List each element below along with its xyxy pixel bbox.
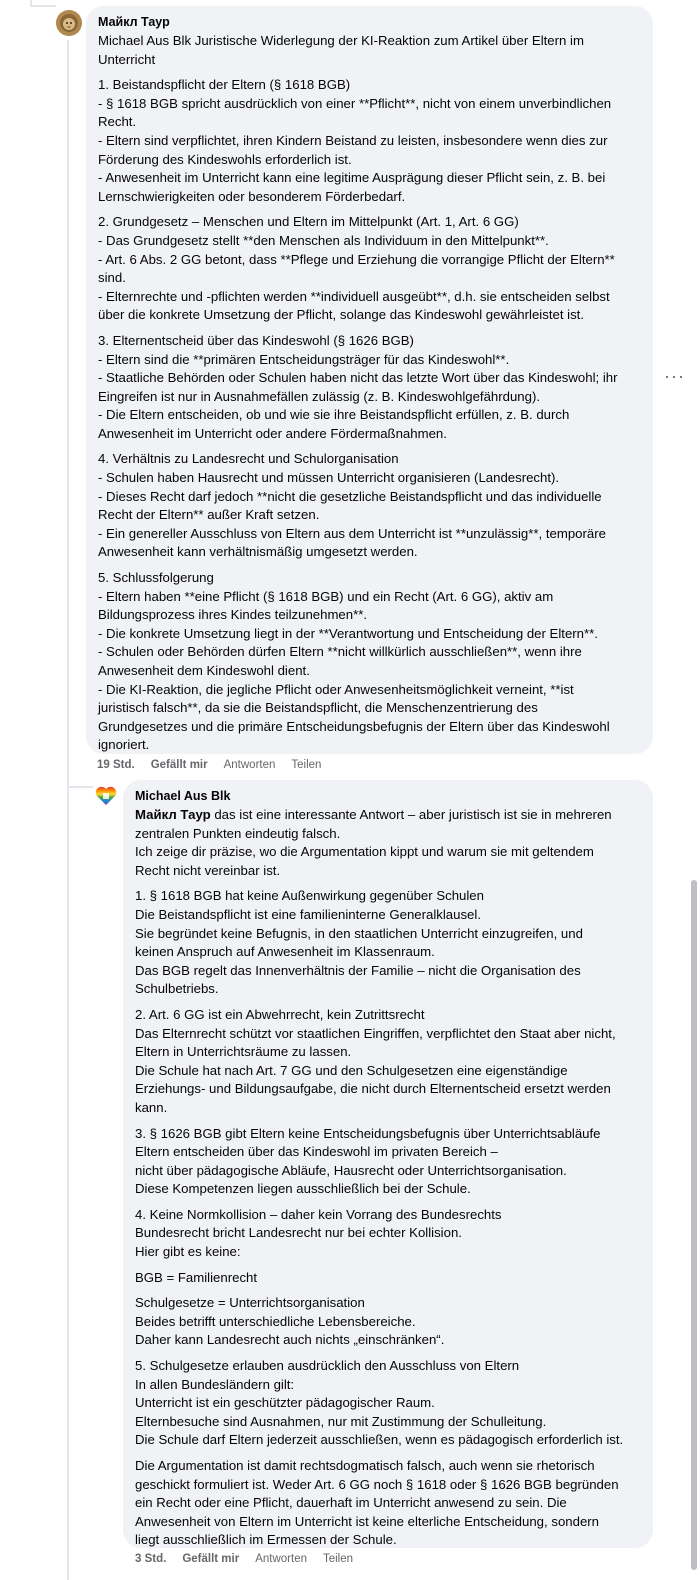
comment2-text-line: keinen Anspruch auf Anwesenheit im Klassenraum.	[135, 944, 435, 960]
comment2-text-line: Sie begründet keine Befugnis, in den staatlichen Unterricht einzugreifen, und	[135, 925, 583, 941]
comment1-text-line: Grundgesetzes und die primäre Entscheidungsbefugnis der Eltern über das Kindeswohl	[98, 718, 610, 734]
comment2-paragraph	[135, 887, 641, 999]
avatar-author-1[interactable]	[56, 10, 82, 36]
comment1-text-line: 4. Verhältnis zu Landesrecht und Schulorganisation	[98, 451, 399, 467]
comment2-paragraph	[135, 1294, 641, 1350]
comment1-paragraph	[98, 213, 641, 325]
comment1-text-line: - Das Grundgesetz stellt **den Menschen als Individuum in den Mittelpunkt**.	[98, 232, 549, 248]
comment2-text-line: Schulgesetze = Unterrichtsorganisation	[135, 1295, 365, 1311]
comment1-paragraph	[98, 76, 641, 206]
comment1-text-line: Anwesenheit kann verhältnismäßig umgesetzt werden.	[98, 544, 418, 560]
comment2-paragraph	[135, 1206, 641, 1262]
comment1-text-line: - Die KI-Reaktion, die jegliche Pflicht oder Anwesenheitsmöglichkeit verneint, **ist	[98, 681, 574, 697]
comment2-text-line: Erziehungs- und Bildungsaufgabe, die nicht durch Elternentscheid ersetzt werden	[135, 1081, 611, 1097]
comment1-paragraph	[98, 569, 641, 755]
comment1-text-line: - Eltern sind verpflichtet, ihren Kindern Beistand zu leisten, insbesondere wenn dies zur	[98, 132, 608, 148]
comment-bubble-1	[86, 6, 653, 754]
comment2-text-line: Diese Kompetenzen liegen ausschließlich bei der Schule.	[135, 1181, 471, 1197]
comment1-text-line: - Dieses Recht darf jedoch **nicht die gesetzliche Beistandspflicht und das individuelle	[98, 488, 602, 504]
comment2-text-line: Bundesrecht bricht Landesrecht nur bei echter Kollision.	[135, 1225, 462, 1241]
comment1-text-line: Bildungsprozess ihres Kindes teilzunehmen**.	[98, 607, 368, 623]
comment2-paragraph	[135, 1357, 641, 1450]
mention-link[interactable]: Майкл Таур	[135, 807, 211, 822]
comment-time-1[interactable]: 19 Std.	[97, 759, 135, 771]
comment1-paragraph	[98, 32, 641, 69]
comment1-text-line: sind.	[98, 270, 126, 286]
thread-line-main	[67, 40, 69, 1580]
comment1-paragraph	[98, 450, 641, 562]
more-options-icon[interactable]: ···	[664, 366, 685, 386]
comment2-text-line: 2. Art. 6 GG ist ein Abwehrrecht, kein Zutrittsrecht	[135, 1006, 425, 1022]
comment1-text-line: Michael Aus Blk Juristische Widerlegung der KI-Reaktion zum Artikel über Eltern im	[98, 33, 584, 48]
comment1-text-line: - Schulen oder Behörden dürfen Eltern **nicht willkürlich ausschließen**, wenn ihre	[98, 644, 582, 660]
comment1-text-line: - Eltern sind die **primären Entscheidungsträger für das Kindeswohl**.	[98, 351, 510, 367]
comment2-text-line: ein Recht oder eine Pflicht, dauerhaft im Unterricht anwesend zu sein. Die	[135, 1495, 567, 1511]
comment2-paragraph	[135, 1457, 641, 1550]
comment1-text-line: - Art. 6 Abs. 2 GG betont, dass **Pflege und Erziehung die vorrangige Pflicht der Eltern**	[98, 251, 615, 267]
comment2-text-line: Daher kann Landesrecht auch nichts „einschränken“.	[135, 1332, 445, 1348]
comment2-text-line: liegt ausschließlich im Ermessen der Schule.	[135, 1532, 397, 1548]
like-button-1[interactable]: Gefällt mir	[150, 759, 208, 771]
comment-body-2	[135, 887, 641, 1550]
comment2-text-line: 3. § 1626 BGB gibt Eltern keine Entscheidungsbefugnis über Unterrichtsabläufe	[135, 1125, 601, 1141]
comment-first-line-2: Майкл Таур das ist eine interessante Antwort – aber juristisch ist sie in mehreren	[135, 807, 612, 822]
comment1-text-line: ignoriert.	[98, 737, 150, 753]
comment-author-2[interactable]: Michael Aus Blk	[135, 789, 231, 803]
comment2-text-line: Die Schule hat nach Art. 7 GG und den Schulgesetzen eine eigenständige	[135, 1062, 568, 1078]
lion-avatar-icon	[56, 10, 82, 36]
rainbow-heart-avatar-icon	[94, 784, 118, 808]
comment2-text-line: Eltern in Unterrichtsräume zu lassen.	[135, 1044, 352, 1060]
comment-time-2[interactable]: 3 Std.	[135, 1553, 167, 1565]
comment2-text-line: Das Elternrecht schützt vor staatlichen Eingriffen, verpflichtet den Staat aber nicht,	[135, 1025, 616, 1041]
reply-button-1[interactable]: Antworten	[223, 759, 276, 771]
comment2-text-line: Elternbesuche sind Ausnahmen, nur mit Zustimmung der Schulleitung.	[135, 1413, 547, 1429]
comment2-text-line: 4. Keine Normkollision – daher kein Vorrang des Bundesrechts	[135, 1206, 502, 1222]
thread-line-reply-connector	[67, 786, 93, 788]
comment1-text-line: Recht der Eltern** außer Kraft setzen.	[98, 507, 320, 523]
comment2-text-line: nicht über pädagogische Abläufe, Hausrecht oder Unterrichtsorganisation.	[135, 1162, 567, 1178]
comment2-text-line: Beides betrifft unterschiedliche Lebensbereiche.	[135, 1313, 416, 1329]
comment2-text-line: kann.	[135, 1099, 168, 1115]
comment2-text-line: Schulbetriebs.	[135, 981, 219, 997]
comment2-intro-line: Recht nicht vereinbar ist.	[135, 862, 281, 878]
comment1-text-line: Eingreifen ist nur in Ausnahmefällen zulässig (z. B. Kindeswohlgefährdung).	[98, 388, 541, 404]
scrollbar-thumb[interactable]	[691, 880, 697, 1570]
share-button-1[interactable]: Teilen	[291, 759, 322, 771]
comment-intro-2	[135, 825, 641, 881]
comment1-text-line: - Die Eltern entscheiden, ob und wie sie ihre Beistandspflicht erfüllen, z. B. durch	[98, 407, 570, 423]
comment2-intro-line: zentralen Punkten eindeutig falsch.	[135, 825, 341, 841]
comment1-text-line: Recht.	[98, 114, 137, 130]
comment1-text-line: - Elternrechte und -pflichten werden **individuell ausgeübt**, d.h. sie entscheiden selbst	[98, 288, 610, 304]
comment1-text-line: 5. Schlussfolgerung	[98, 570, 214, 586]
comment2-text-line: Unterricht ist ein geschützter pädagogischer Raum.	[135, 1395, 435, 1411]
like-button-2[interactable]: Gefällt mir	[182, 1553, 240, 1565]
comment1-text-line: - Eltern haben **eine Pflicht (§ 1618 BGB) und ein Recht (Art. 6 GG), aktiv am	[98, 588, 554, 604]
avatar-author-2[interactable]	[94, 784, 118, 808]
comment2-text-line: Eltern entscheiden über das Kindeswohl im privaten Bereich –	[135, 1144, 498, 1160]
comment1-text-line: - Die konkrete Umsetzung liegt in der **Verantwortung und Entscheidung der Eltern**.	[98, 625, 598, 641]
comment1-text-line: Lernschwierigkeiten oder besonderem Förderbedarf.	[98, 188, 406, 204]
comment2-text-line: Das BGB regelt das Innenverhältnis der Familie – nicht die Organisation des	[135, 962, 581, 978]
comment1-text-line: - Anwesenheit im Unterricht kann eine legitime Ausprägung dieser Pflicht sein, z. B. bei	[98, 170, 606, 186]
comment1-text-line: - Schulen haben Hausrecht und müssen Unterricht organisieren (Landesrecht).	[98, 470, 560, 486]
comment1-text-line: Unterricht	[98, 51, 156, 67]
comment-actions-2	[135, 1553, 353, 1565]
comment2-paragraph	[135, 1125, 641, 1199]
comment1-text-line: Anwesenheit dem Kindeswohl dient.	[98, 663, 310, 678]
comment1-paragraph	[98, 332, 641, 444]
comment-actions-1	[97, 759, 321, 771]
comment1-text-line: über die konkrete Umsetzung der Pflicht, solange das Kindeswohl gewährleistet ist.	[98, 307, 584, 323]
comment2-paragraph	[135, 1269, 641, 1288]
comment2-text-line: Hier gibt es keine:	[135, 1244, 241, 1260]
comment1-text-line: 3. Elternentscheid über das Kindeswohl (§ 1626 BGB)	[98, 332, 414, 348]
comment2-text-line: Anwesenheit von Eltern im Unterricht ist keine elterliche Entscheidung, sondern	[135, 1513, 600, 1529]
comment1-text-line: Anwesenheit im Unterricht oder andere Fördermaßnahmen.	[98, 425, 447, 441]
comment1-text-line: 2. Grundgesetz – Menschen und Eltern im Mittelpunkt (Art. 1, Art. 6 GG)	[98, 214, 519, 230]
comment-bubble-2	[123, 780, 653, 1548]
comment2-text-line: BGB = Familienrecht	[135, 1269, 258, 1285]
reply-button-2[interactable]: Antworten	[255, 1553, 307, 1565]
comment2-text-line: In allen Bundesländern gilt:	[135, 1376, 295, 1392]
thread-line-connector	[30, 5, 56, 7]
comment1-text-line: Förderung des Kindeswohls erforderlich ist.	[98, 151, 352, 167]
comment2-intro-line: Ich zeige dir präzise, wo die Argumentation kippt und warum sie mit geltendem	[135, 844, 594, 860]
comment1-text-line: juristisch falsch**, da sie die Beistandspflicht, die Menschenzentrierung des	[98, 700, 538, 716]
comment2-text-line: Die Argumentation ist damit rechtsdogmatisch falsch, auch wenn sie rhetorisch	[135, 1458, 595, 1473]
comment1-text-line: - Staatliche Behörden oder Schulen haben nicht das letzte Wort über das Kindeswohl; ihr	[98, 370, 618, 386]
comment2-text-line: geschickt formuliert ist. Weder Art. 6 GG noch § 1618 oder § 1626 BGB begründen	[135, 1476, 619, 1492]
share-button-2[interactable]: Teilen	[322, 1553, 354, 1565]
comment2-text-line: Die Beistandspflicht ist eine familieninterne Generalklausel.	[135, 906, 481, 922]
comment1-text-line: - Ein genereller Ausschluss von Eltern aus dem Unterricht ist **unzulässig**, temporäre	[98, 525, 606, 541]
comment2-paragraph	[135, 1006, 641, 1118]
comment1-text-line: - § 1618 BGB spricht ausdrücklich von einer **Pflicht**, nicht von einem unverbindlichen	[98, 95, 612, 111]
comment-author-1[interactable]: Майкл Таур	[98, 15, 170, 29]
comment1-text-line: 1. Beistandspflicht der Eltern (§ 1618 BGB)	[98, 77, 351, 93]
comment2-text-line: 1. § 1618 BGB hat keine Außenwirkung gegenüber Schulen	[135, 888, 484, 904]
comment2-text-line: 5. Schulgesetze erlauben ausdrücklich den Ausschluss von Eltern	[135, 1358, 520, 1374]
comment-body-1	[98, 32, 641, 755]
comment2-text-line: Die Schule darf Eltern jederzeit ausschließen, wenn es pädagogisch erforderlich ist.	[135, 1432, 624, 1448]
